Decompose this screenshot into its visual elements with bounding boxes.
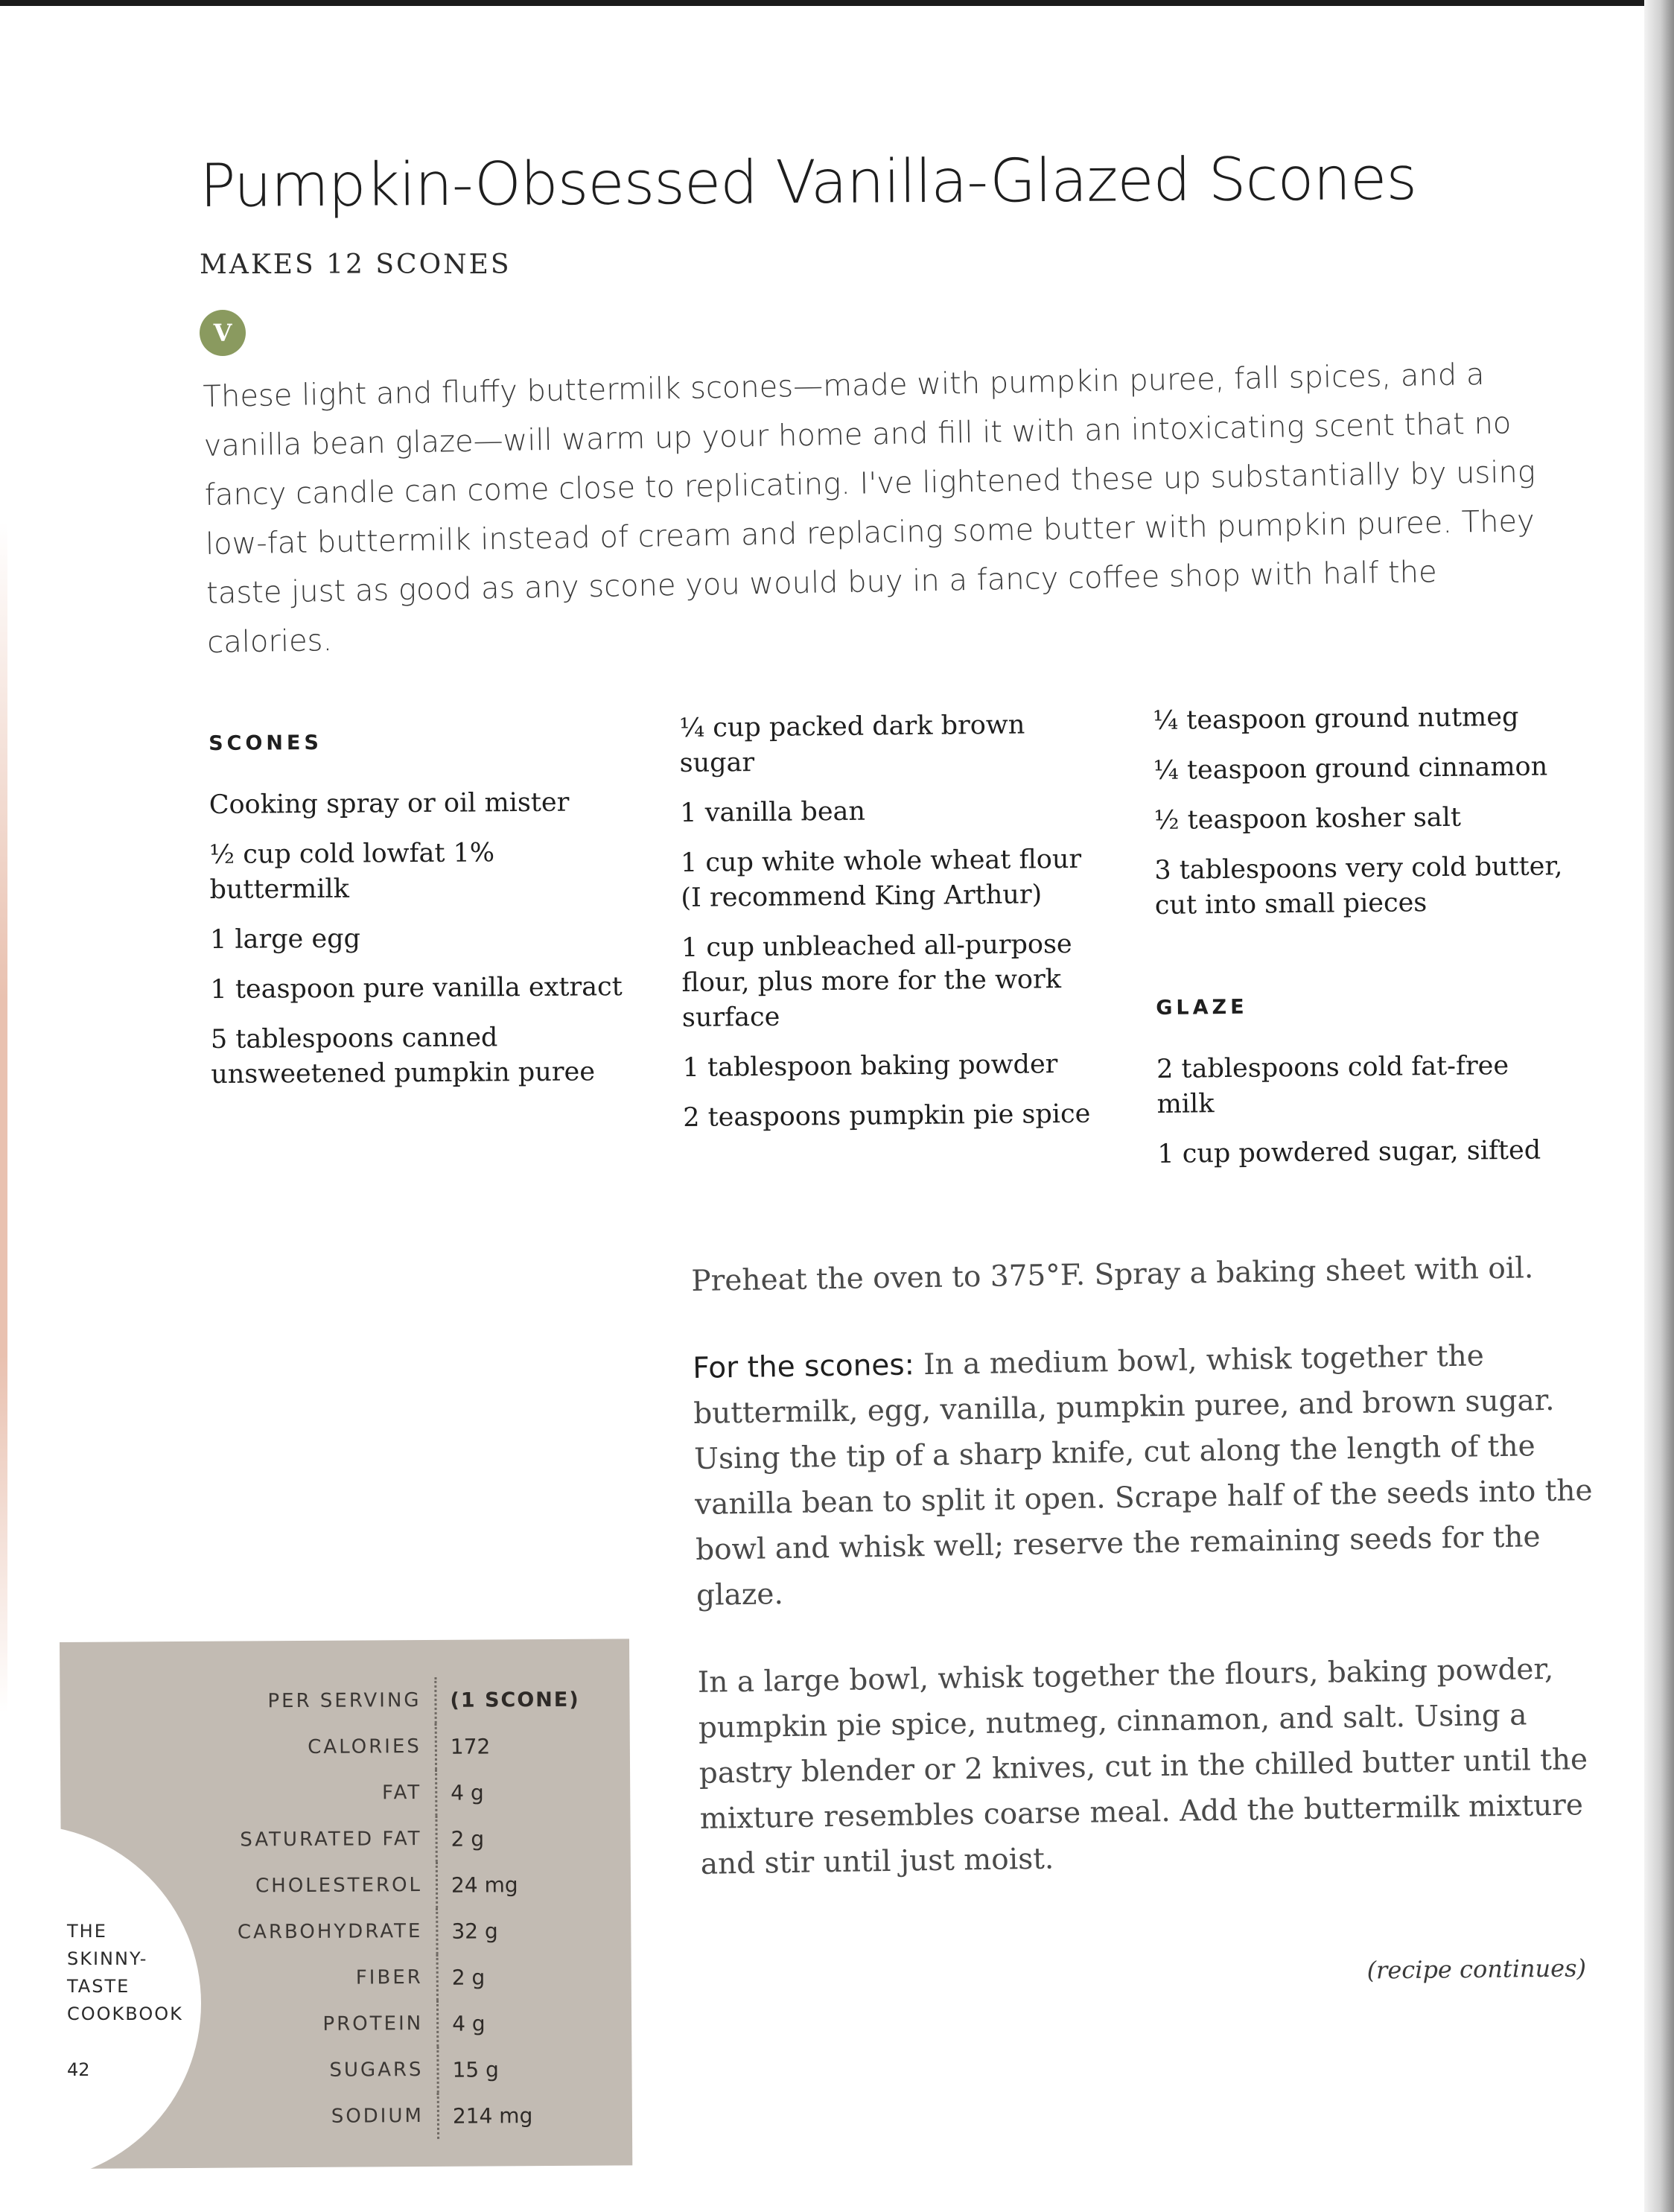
ingredient-item: 5 tablespoons canned unsweetened pumpkin puree xyxy=(210,1023,596,1090)
ingredient-item: 1 cup powdered sugar, sifted xyxy=(1157,1135,1541,1169)
recipe-yield: MAKES 12 SCONES xyxy=(200,250,512,280)
ingredient-item: 1 cup white whole wheat flour (I recommend King Arthur) xyxy=(680,844,1082,913)
recipe-intro: These light and fluffy buttermilk scones—made with pumpkin puree, fall spices, and a vanilla bean glaze—will warm up your home and fill it with an intoxicating scent that no fancy candle can come close to replicating. I've lightened these up substantially by using low-fat buttermilk instead of cream and replacing some butter with pumpkin puree. They taste just as good as any scone you would buy in a fancy coffee shop with half the calories. xyxy=(203,357,1536,660)
ingredient-item: 1 cup unbleached all-purpose flour, plus more for the work surface xyxy=(681,929,1072,1033)
nutrition-label: CARBOHYDRATE xyxy=(61,1908,437,1957)
glaze-heading: GLAZE xyxy=(1156,995,1248,1020)
nutrition-label: FAT xyxy=(60,1770,436,1818)
page-left-edge xyxy=(0,521,7,1713)
ingredient-item: ½ cup cold lowfat 1% buttermilk xyxy=(209,838,495,905)
ingredients-column-1 xyxy=(209,723,628,1107)
ingredient-item: ½ teaspoon kosher salt xyxy=(1153,802,1462,836)
nutrition-row xyxy=(60,1814,630,1864)
nutrition-label: PER SERVING xyxy=(60,1677,436,1726)
ingredient-item: ¼ teaspoon ground cinnamon xyxy=(1153,751,1548,786)
book-name-line: SKINNY- xyxy=(67,1948,148,1969)
nutrition-value: 214 mg xyxy=(452,2103,533,2129)
ingredient-item: 1 vanilla bean xyxy=(680,796,866,828)
method-step-2-lead: For the scones: xyxy=(692,1348,915,1385)
book-name-line: COOKBOOK xyxy=(67,2003,183,2024)
nutrition-row xyxy=(60,1722,630,1772)
ingredient-item: 1 tablespoon baking powder xyxy=(682,1049,1058,1083)
method-step-2-text: In a medium bowl, whisk together the buttermilk, egg, vanilla, pumpkin puree, and brown sugar. Using the tip of a sharp knife, cut along the length of the vanilla bean to split it open. Scrape half of the seeds into the bowl and whisk well; reserve the remaining seeds for the glaze. xyxy=(693,1339,1593,1612)
nutrition-label: SUGARS xyxy=(62,2047,438,2095)
nutrition-value: 4 g xyxy=(451,1780,484,1805)
ingredient-item: 1 large egg xyxy=(209,924,361,955)
ingredient-item: 1 teaspoon pure vanilla extract xyxy=(210,972,623,1005)
nutrition-value: (1 SCONE) xyxy=(450,1688,580,1712)
book-name-line: TASTE xyxy=(67,1976,130,1997)
ingredient-item: ¼ teaspoon ground nutmeg xyxy=(1153,702,1519,736)
book-spine-shadow xyxy=(1644,0,1674,2212)
nutrition-label: PROTEIN xyxy=(62,2000,438,2049)
ingredient-item: ¼ cup packed dark brown sugar xyxy=(679,710,1025,778)
book-name-line: THE xyxy=(67,1921,107,1942)
ingredient-item: 2 tablespoons cold fat-free milk xyxy=(1156,1051,1509,1119)
method-steps xyxy=(691,1245,1603,1929)
nutrition-value: 24 mg xyxy=(451,1872,518,1898)
nutrition-row xyxy=(60,1768,630,1818)
ingredient-item: Cooking spray or oil mister xyxy=(209,787,570,820)
page-top-edge xyxy=(0,0,1674,6)
nutrition-label: CHOLESTEROL xyxy=(61,1862,437,1910)
method-step-2 xyxy=(693,1332,1598,1618)
ingredients-column-3 xyxy=(1153,699,1575,1187)
nutrition-value: 2 g xyxy=(451,1965,486,1990)
recipe-title: Pumpkin-Obsessed Vanilla-Glazed Scones xyxy=(200,144,1417,220)
nutrition-value: 15 g xyxy=(452,2056,499,2082)
section-spacer xyxy=(1155,934,1573,991)
nutrition-label: CALORIES xyxy=(60,1723,436,1772)
scones-heading: SCONES xyxy=(209,731,322,755)
nutrition-value: 172 xyxy=(450,1733,491,1759)
recipe-continues-note: (recipe continues) xyxy=(1366,1954,1587,1985)
nutrition-value: 2 g xyxy=(451,1826,485,1852)
nutrition-value: 32 g xyxy=(451,1918,498,1944)
nutrition-header-row xyxy=(60,1676,629,1726)
ingredient-item: 2 teaspoons pumpkin pie spice xyxy=(683,1099,1091,1133)
book-name xyxy=(67,1918,194,2028)
method-step-3: In a large bowl, whisk together the flours, baking powder, pumpkin pie spice, nutmeg, cinnamon, and salt. Using a pastry blender or 2 knives, cut in the chilled butter until the mixture resembles coarse meal. Add the buttermilk mixture and stir until just moist. xyxy=(697,1652,1588,1881)
ingredient-item: 3 tablespoons very cold butter, cut into small pieces xyxy=(1154,851,1563,921)
ingredients-column-2 xyxy=(679,708,1101,1151)
vegetarian-badge-icon: V xyxy=(200,310,246,356)
page-number: 42 xyxy=(67,2059,90,2080)
nutrition-label: SATURATED FAT xyxy=(60,1816,436,1864)
nutrition-value: 4 g xyxy=(452,2011,486,2036)
nutrition-label: FIBER xyxy=(62,1954,438,2003)
method-step-1: Preheat the oven to 375°F. Spray a baking sheet with oil. xyxy=(691,1251,1534,1298)
nutrition-label: SODIUM xyxy=(63,2093,439,2141)
